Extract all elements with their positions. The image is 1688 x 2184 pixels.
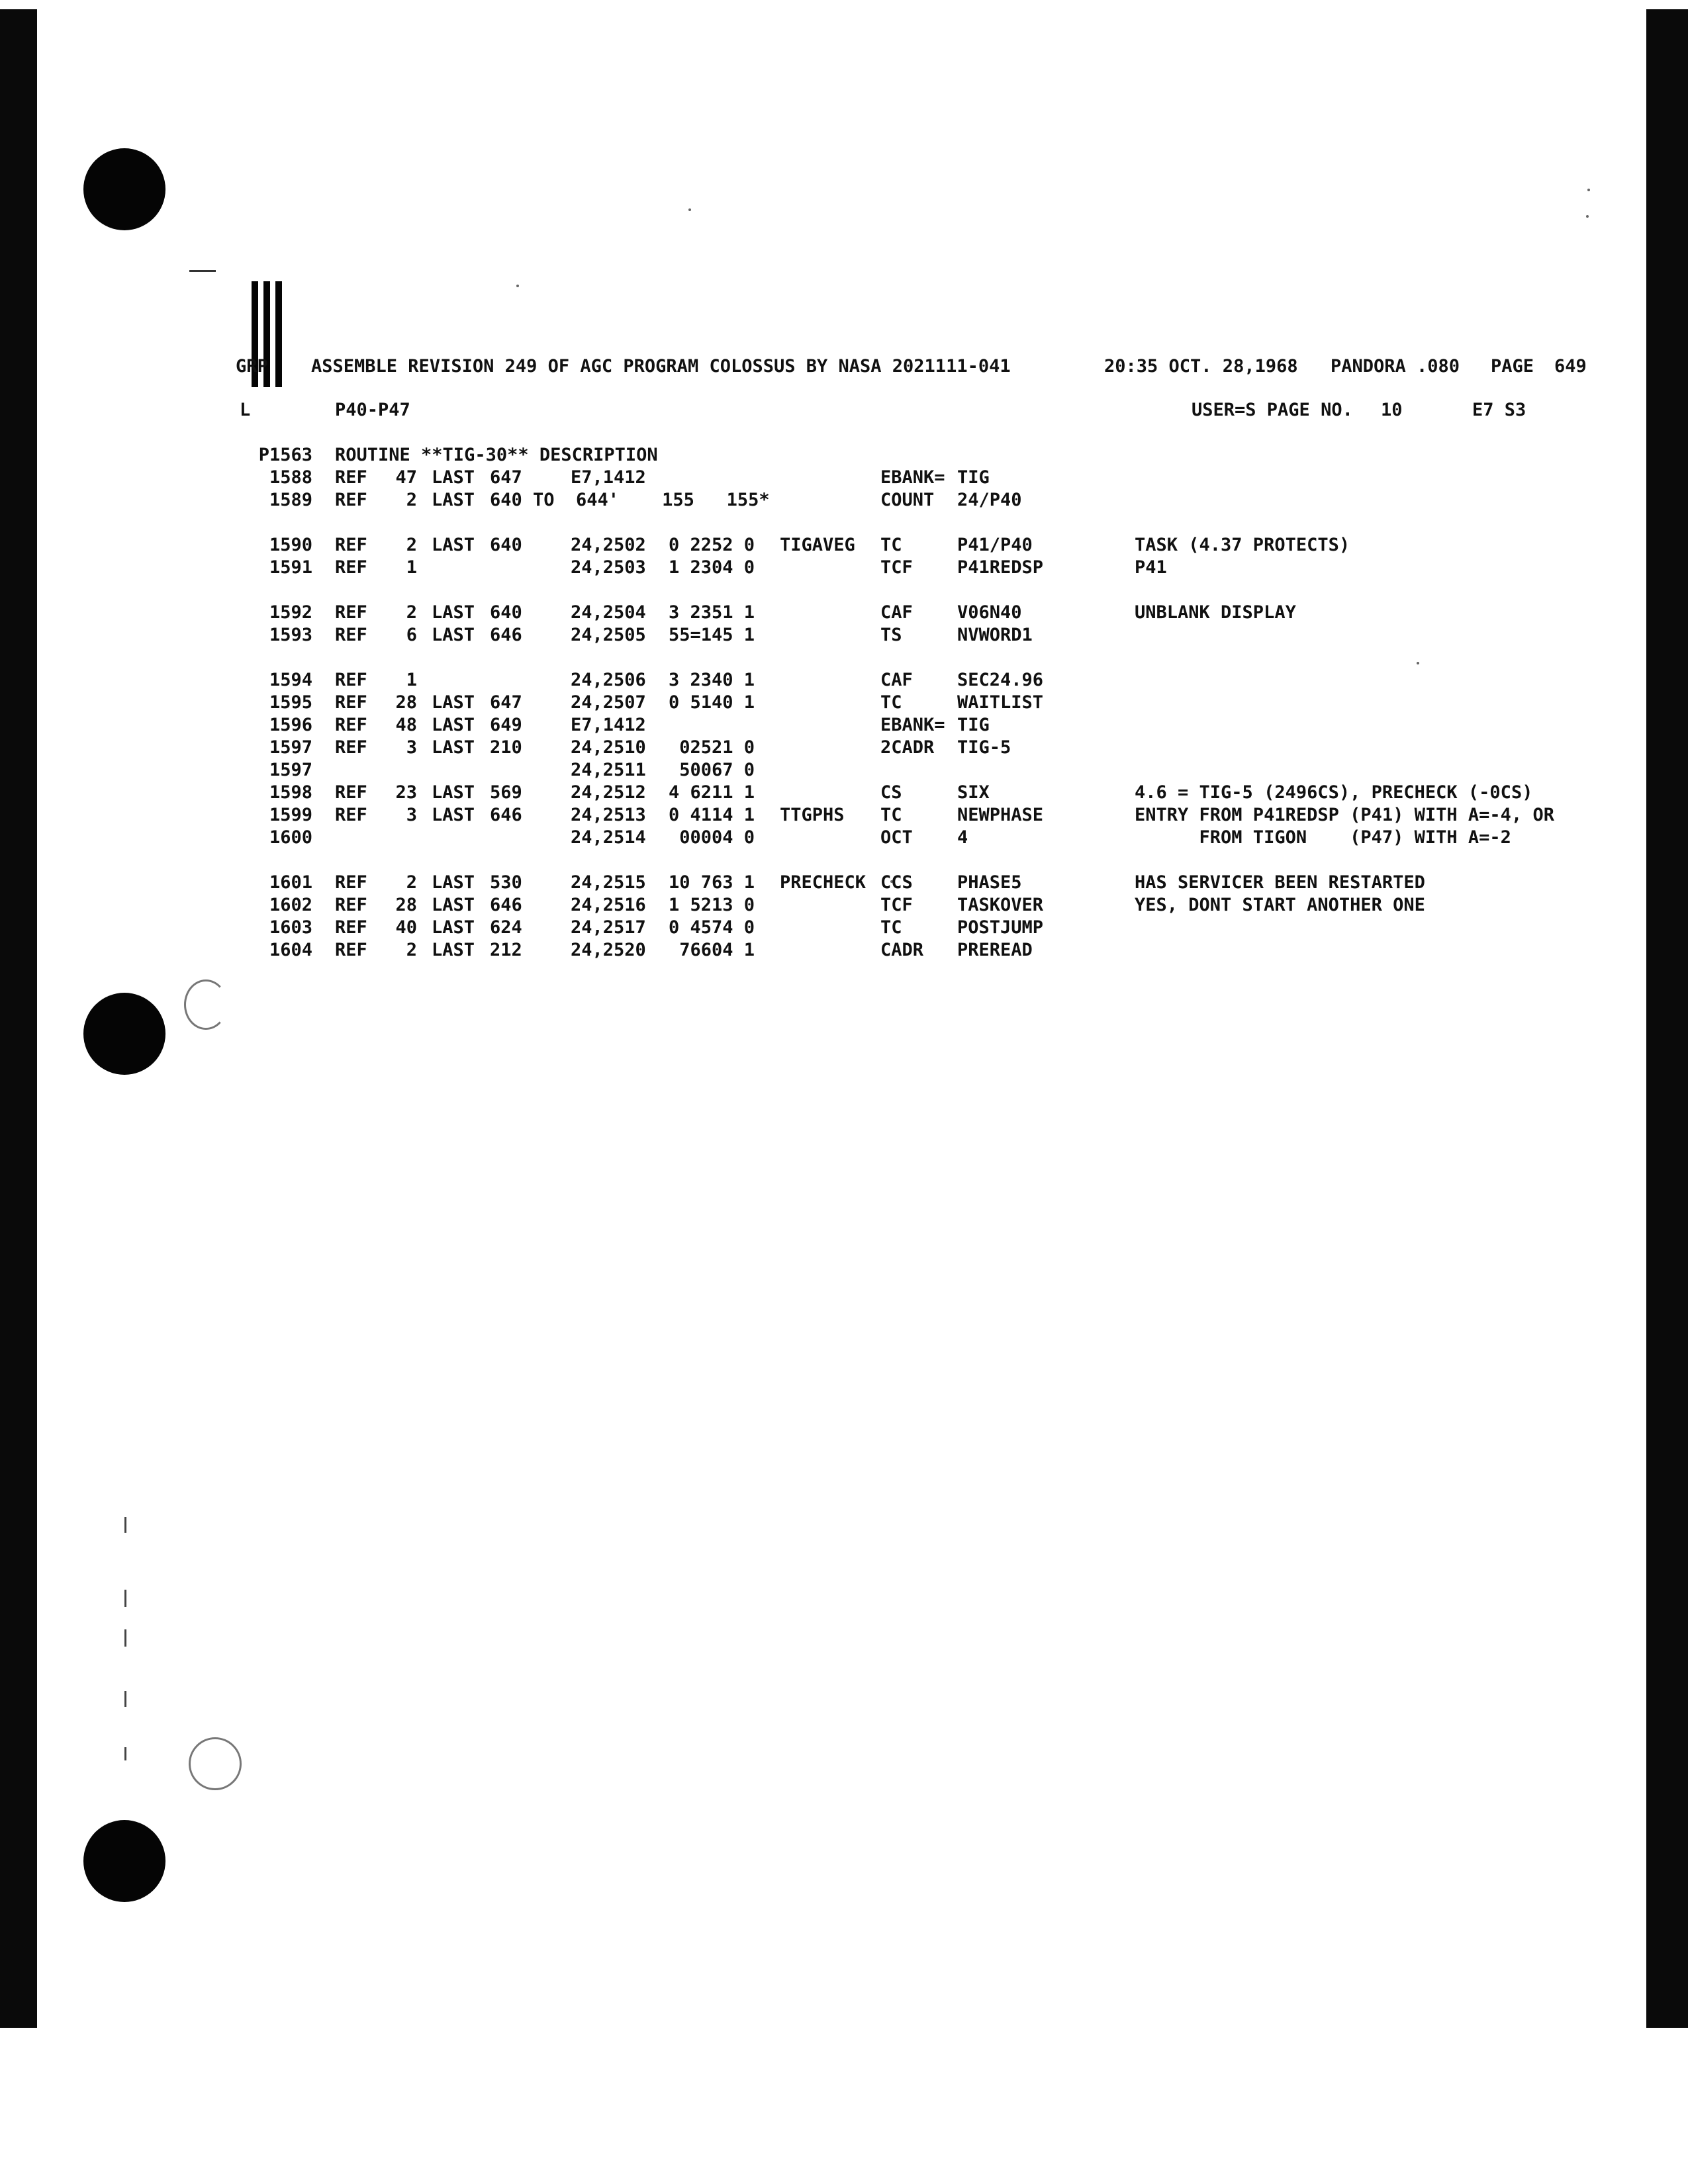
cell-comment: 4.6 = TIG-5 (2496CS), PRECHECK (-0CS) <box>1135 782 1533 803</box>
listing-page-number: 649 <box>1554 356 1587 377</box>
cell-addr: 24,2503 <box>571 557 646 578</box>
listing-row <box>0 535 1622 557</box>
cell-ref: REF <box>335 625 367 645</box>
cell-ref: REF <box>335 737 367 758</box>
cell-addr: 24,2505 <box>571 625 646 645</box>
cell-ref: REF <box>335 490 367 510</box>
cell-line: 1597 <box>269 760 312 780</box>
cell-cnt: 28 <box>395 692 417 713</box>
cell-ref: REF <box>335 782 367 803</box>
cell-addr: E7,1412 <box>571 715 646 735</box>
cell-line: 1601 <box>269 872 312 893</box>
cell-cnt: 47 <box>395 467 417 488</box>
cell-comment: P41 <box>1135 557 1167 578</box>
cell-cnt: 2 <box>406 535 417 555</box>
cell-line: 1592 <box>269 602 312 623</box>
cell-code: 0 4114 1 <box>668 805 755 825</box>
cell-lastno: 640 <box>490 535 522 555</box>
cell-code: 1 5213 0 <box>668 895 755 915</box>
cell-addr: 24,2504 <box>571 602 646 623</box>
cell-cnt: 1 <box>406 670 417 690</box>
scan-speck <box>1586 215 1589 218</box>
cell-code: 4 6211 1 <box>668 782 755 803</box>
cell-operand: NVWORD1 <box>957 625 1033 645</box>
cell-line: 1597 <box>269 737 312 758</box>
cell-label: TIGAVEG <box>780 535 855 555</box>
cell-operand: PHASE5 <box>957 872 1022 893</box>
listing-timestamp: 20:35 OCT. 28,1968 <box>1104 356 1298 377</box>
cell-code: 0 5140 1 <box>668 692 755 713</box>
cell-last: LAST <box>432 805 475 825</box>
cell-label: PRECHECK <box>780 872 867 893</box>
scan-speck <box>1417 662 1419 664</box>
cell-ref: ROUTINE **TIG-30** DESCRIPTION <box>335 445 658 465</box>
cell-last: LAST <box>432 737 475 758</box>
cell-last: LAST <box>432 917 475 938</box>
listing-row <box>0 917 1622 940</box>
cell-lastno: 647 <box>490 467 522 488</box>
cell-line: 1591 <box>269 557 312 578</box>
cell-code: 0 4574 0 <box>668 917 755 938</box>
cell-op: TCF <box>880 557 913 578</box>
cell-lastno: 624 <box>490 917 522 938</box>
cell-operand: 4 <box>957 827 968 848</box>
cell-operand: POSTJUMP <box>957 917 1044 938</box>
cell-lastno: 569 <box>490 782 522 803</box>
binder-ring-mark <box>189 1737 242 1790</box>
cell-last: LAST <box>432 467 475 488</box>
cell-line: P1563 <box>258 445 312 465</box>
cell-line: 1595 <box>269 692 312 713</box>
cell-cnt: 2 <box>406 490 417 510</box>
listing-code: E7 S3 <box>1472 400 1526 420</box>
cell-addr: 24,2513 <box>571 805 646 825</box>
cell-op: EBANK= <box>880 715 945 735</box>
cell-line: 1602 <box>269 895 312 915</box>
listing-row <box>0 737 1622 760</box>
cell-lastno: 646 <box>490 895 522 915</box>
listing-row <box>0 895 1622 917</box>
cell-operand: WAITLIST <box>957 692 1044 713</box>
cell-code: 10 763 1 <box>668 872 755 893</box>
cell-lastno: 530 <box>490 872 522 893</box>
listing-row <box>0 760 1622 782</box>
cell-line: 1599 <box>269 805 312 825</box>
cell-last: LAST <box>432 692 475 713</box>
cell-lastno: 640 TO 644' 155 155* <box>490 490 770 510</box>
cell-operand: SEC24.96 <box>957 670 1044 690</box>
listing-row <box>0 625 1622 647</box>
cell-line: 1589 <box>269 490 312 510</box>
cell-code: 50067 0 <box>679 760 755 780</box>
cell-addr: 24,2507 <box>571 692 646 713</box>
cell-code: 02521 0 <box>679 737 755 758</box>
cell-ref: REF <box>335 535 367 555</box>
cell-operand: P41REDSP <box>957 557 1044 578</box>
cell-lastno: 646 <box>490 625 522 645</box>
cell-line: 1594 <box>269 670 312 690</box>
user-page-number: 10 <box>1381 400 1403 420</box>
cell-op: TC <box>880 535 902 555</box>
cell-cnt: 48 <box>395 715 417 735</box>
cell-cnt: 6 <box>406 625 417 645</box>
listing-row <box>0 872 1622 895</box>
scan-speck <box>1587 189 1590 191</box>
cell-code: 1 2304 0 <box>668 557 755 578</box>
listing-row <box>0 692 1622 715</box>
cell-last: LAST <box>432 602 475 623</box>
cell-op: OCT <box>880 827 913 848</box>
scan-mark <box>189 270 216 272</box>
listing-page-label: PAGE <box>1491 356 1534 377</box>
cell-lastno: 212 <box>490 940 522 960</box>
listing-row <box>0 782 1622 805</box>
cell-op: CCS <box>880 872 913 893</box>
cell-comment: FROM TIGON (P47) WITH A=-2 <box>1135 827 1511 848</box>
cell-addr: 24,2502 <box>571 535 646 555</box>
scan-speck <box>516 285 519 287</box>
cell-operand: SIX <box>957 782 990 803</box>
cell-op: COUNT <box>880 490 935 510</box>
cell-comment: YES, DONT START ANOTHER ONE <box>1135 895 1425 915</box>
cell-line: 1593 <box>269 625 312 645</box>
cell-last: LAST <box>432 872 475 893</box>
listing-row <box>0 715 1622 737</box>
cell-op: TC <box>880 805 902 825</box>
cell-operand: TIG <box>957 715 990 735</box>
cell-op: TS <box>880 625 902 645</box>
scan-speck <box>688 208 691 211</box>
cell-code: 0 2252 0 <box>668 535 755 555</box>
cell-op: TCF <box>880 895 913 915</box>
cell-label: TTGPHS <box>780 805 845 825</box>
cell-comment: TASK (4.37 PROTECTS) <box>1135 535 1350 555</box>
cell-line: 1603 <box>269 917 312 938</box>
cell-op: TC <box>880 692 902 713</box>
cell-ref: REF <box>335 872 367 893</box>
cell-ref: REF <box>335 670 367 690</box>
cell-lastno: 646 <box>490 805 522 825</box>
cell-ref: REF <box>335 895 367 915</box>
cell-code: 00004 0 <box>679 827 755 848</box>
cell-last: LAST <box>432 782 475 803</box>
cell-op: CAF <box>880 602 913 623</box>
cell-lastno: 649 <box>490 715 522 735</box>
cell-addr: 24,2514 <box>571 827 646 848</box>
cell-operand: TASKOVER <box>957 895 1044 915</box>
listing-section: P40-P47 <box>335 400 410 420</box>
listing-row <box>0 827 1622 850</box>
cell-line: 1588 <box>269 467 312 488</box>
binder-hole-top <box>83 148 165 230</box>
cell-line: 1600 <box>269 827 312 848</box>
cell-ref: REF <box>335 917 367 938</box>
cell-ref: REF <box>335 715 367 735</box>
cell-op: CS <box>880 782 902 803</box>
listing-row <box>0 490 1622 512</box>
user-page-label: USER=S PAGE NO. <box>1192 400 1353 420</box>
scan-edge-left <box>0 9 37 2028</box>
cell-op: TC <box>880 917 902 938</box>
cell-code: 3 2351 1 <box>668 602 755 623</box>
cell-ref: REF <box>335 602 367 623</box>
cell-addr: 24,2512 <box>571 782 646 803</box>
cell-cnt: 1 <box>406 557 417 578</box>
cell-addr: 24,2511 <box>571 760 646 780</box>
cell-line: 1590 <box>269 535 312 555</box>
cell-operand: NEWPHASE <box>957 805 1044 825</box>
cell-addr: 24,2520 <box>571 940 646 960</box>
scan-mark <box>124 1590 126 1607</box>
cell-last: LAST <box>432 715 475 735</box>
cell-op: CADR <box>880 940 924 960</box>
cell-op: 2CADR <box>880 737 935 758</box>
scan-edge-right <box>1646 9 1688 2028</box>
cell-addr: E7,1412 <box>571 467 646 488</box>
cell-cnt: 2 <box>406 940 417 960</box>
cell-last: LAST <box>432 940 475 960</box>
cell-op: CAF <box>880 670 913 690</box>
cell-operand: P41/P40 <box>957 535 1033 555</box>
listing-pandora: PANDORA .080 <box>1331 356 1460 377</box>
cell-line: 1604 <box>269 940 312 960</box>
cell-ref: REF <box>335 557 367 578</box>
cell-cnt: 3 <box>406 805 417 825</box>
cell-line: 1596 <box>269 715 312 735</box>
cell-ref: REF <box>335 940 367 960</box>
cell-operand: TIG <box>957 467 990 488</box>
cell-addr: 24,2517 <box>571 917 646 938</box>
header-corner-code: GRP <box>236 356 268 377</box>
listing-row <box>0 557 1622 580</box>
cell-addr: 24,2516 <box>571 895 646 915</box>
listing-row <box>0 467 1622 490</box>
cell-comment: HAS SERVICER BEEN RESTARTED <box>1135 872 1425 893</box>
scan-mark <box>124 1691 126 1707</box>
cell-ref: REF <box>335 692 367 713</box>
listing-title: ASSEMBLE REVISION 249 OF AGC PROGRAM COLOSSUS BY NASA 2021111-041 <box>311 356 1011 377</box>
listing-row <box>0 670 1622 692</box>
cell-lastno: 210 <box>490 737 522 758</box>
cell-ref: REF <box>335 467 367 488</box>
cell-cnt: 2 <box>406 602 417 623</box>
cell-cnt: 23 <box>395 782 417 803</box>
cell-addr: 24,2506 <box>571 670 646 690</box>
cell-op: EBANK= <box>880 467 945 488</box>
cell-operand: V06N40 <box>957 602 1022 623</box>
listing-row <box>0 602 1622 625</box>
cell-comment: ENTRY FROM P41REDSP (P41) WITH A=-4, OR <box>1135 805 1554 825</box>
binder-hole-bottom <box>83 1820 165 1902</box>
cell-last: LAST <box>432 490 475 510</box>
listing-row <box>0 805 1622 827</box>
scan-mark <box>124 1747 126 1760</box>
cell-code: 55=145 1 <box>668 625 755 645</box>
cell-lastno: 647 <box>490 692 522 713</box>
scan-mark <box>124 1517 126 1533</box>
cell-last: LAST <box>432 895 475 915</box>
listing-row <box>0 940 1622 962</box>
cell-code: 76604 1 <box>679 940 755 960</box>
cell-ref: REF <box>335 805 367 825</box>
cell-lastno: 640 <box>490 602 522 623</box>
cell-cnt: 2 <box>406 872 417 893</box>
listing-row <box>0 445 1622 467</box>
cell-cnt: 28 <box>395 895 417 915</box>
binder-ring-mark <box>184 979 228 1030</box>
cell-last: LAST <box>432 625 475 645</box>
cell-operand: TIG-5 <box>957 737 1011 758</box>
cell-line: 1598 <box>269 782 312 803</box>
cell-addr: 24,2510 <box>571 737 646 758</box>
cell-code: 3 2340 1 <box>668 670 755 690</box>
listing-type: L <box>240 400 251 420</box>
cell-operand: PREREAD <box>957 940 1033 960</box>
cell-operand: 24/P40 <box>957 490 1022 510</box>
cell-cnt: 3 <box>406 737 417 758</box>
scan-mark <box>124 1629 126 1647</box>
cell-addr: 24,2515 <box>571 872 646 893</box>
cell-comment: UNBLANK DISPLAY <box>1135 602 1296 623</box>
binder-hole-middle <box>83 993 165 1075</box>
cell-last: LAST <box>432 535 475 555</box>
cell-cnt: 40 <box>395 917 417 938</box>
